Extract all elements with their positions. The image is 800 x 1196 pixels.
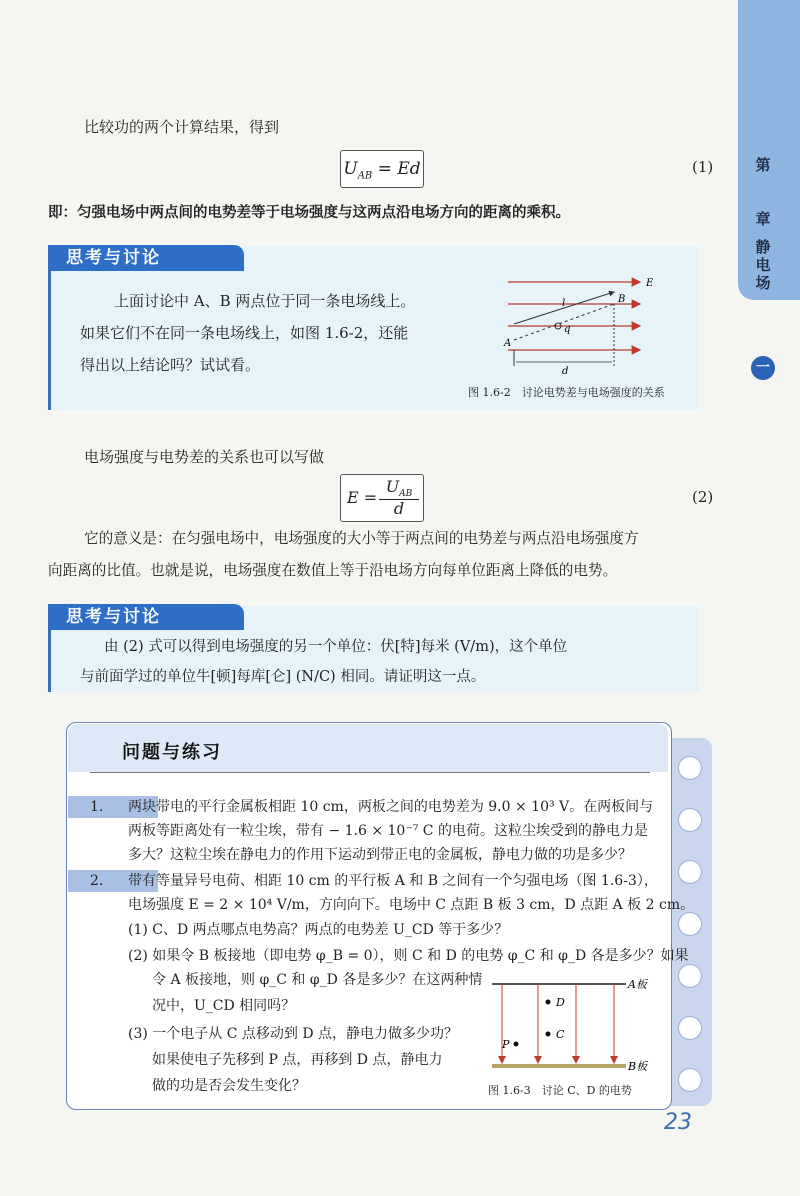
binder-ring	[678, 1068, 702, 1092]
label-d: D	[556, 996, 565, 1009]
problem-line: 两板等距离处有一粒尘埃，带有 − 1.6 × 10⁻⁷ C 的电荷。这粒尘埃受到的静电力是	[128, 823, 648, 839]
problems-title: 问题与练习	[122, 742, 222, 763]
discussion-line: 上面讨论中 A、B 两点位于同一条电场线上。	[114, 292, 416, 310]
binder-ring	[678, 756, 702, 780]
label-a-plate: A板	[628, 978, 647, 991]
discussion-line: 得出以上结论吗？试试看。	[80, 356, 261, 374]
paragraph-line: 向距离的比值。也就是说，电场强度在数值上等于沿电场方向每单位距离上降低的电势。	[48, 562, 618, 579]
point-p	[514, 1042, 519, 1047]
label-p: P	[502, 1038, 510, 1051]
point-d	[546, 1000, 551, 1005]
chapter-title-char: 场	[755, 274, 771, 292]
label-q: q	[564, 324, 571, 335]
page-number: 23	[664, 1110, 692, 1135]
discussion-line: 如果它们不在同一条电场线上，如图 1.6-2，还能	[80, 324, 409, 342]
discussion-line: 与前面学过的单位牛[顿]每库[仑] (N/C) 相同。请证明这一点。	[80, 669, 486, 685]
label-E: E	[646, 278, 654, 289]
problem-line: 多大？这粒尘埃在静电力的作用下运动到带正电的金属板，静电力做的功是多少？	[128, 847, 632, 863]
formula-number: (2)	[692, 488, 714, 506]
problem-number: 2.	[90, 873, 104, 889]
formula-number: (1)	[692, 158, 714, 176]
chapter-label-char: 章	[755, 210, 771, 228]
binder-ring	[678, 808, 702, 832]
discussion-title: 思考与讨论	[48, 604, 244, 630]
label-c: C	[556, 1028, 565, 1041]
problem-line: 带有等量异号电荷、相距 10 cm 的平行板 A 和 B 之间有一个匀强电场（图 1.6-3），	[128, 873, 658, 889]
problem-number: 1.	[90, 799, 104, 815]
chapter-side-tab	[738, 0, 800, 376]
problem-line: 令 A 板接地，则 φ_C 和 φ_D 各是多少？在这两种情	[152, 972, 483, 988]
problem-line: (3) 一个电子从 C 点移动到 D 点，静电力做多少功？	[128, 1026, 459, 1042]
problem-line: 做的功是否会发生变化？	[152, 1078, 306, 1094]
chapter-title-char: 电	[755, 256, 771, 274]
paragraph-line: 它的意义是：在匀强电场中，电场强度的大小等于两点间的电势差与两点沿电场强度方	[84, 530, 639, 547]
problem-line: (2) 如果令 B 板接地（即电势 φ_B = 0），则 C 和 D 的电势 φ_C 和 φ_D 各是多少？如果	[128, 948, 689, 964]
binder-strip	[668, 738, 712, 1106]
chapter-label-char: 第	[755, 156, 771, 174]
figure-caption: 图 1.6-3 讨论 C、D 的电势	[488, 1084, 632, 1097]
formula-uab-ed: $U_{AB} = Ed$	[340, 150, 424, 188]
figure-caption: 图 1.6-2 讨论电势差与电场强度的关系	[468, 386, 665, 399]
label-A: A	[504, 338, 512, 349]
chapter-number-badge: 一	[751, 356, 775, 380]
problem-line: 电场强度 E = 2 × 10⁴ V/m，方向向下。电场中 C 点距 B 板 3 cm，D 点距 A 板 2 cm。	[128, 897, 695, 913]
paragraph: 电场强度与电势差的关系也可以写做	[84, 448, 325, 466]
intro-paragraph: 比较功的两个计算结果，得到	[84, 118, 280, 136]
point-c	[546, 1032, 551, 1037]
discussion-title: 思考与讨论	[48, 245, 244, 271]
problem-line: (1) C、D 两点哪点电势高？两点的电势差 U_CD 等于多少？	[128, 922, 509, 938]
problem-line: 况中，U_CD 相同吗？	[152, 998, 296, 1014]
formula-e-uab-d: E = $U_{AB}$ d	[340, 474, 424, 522]
label-d: d	[562, 366, 569, 377]
label-b-plate: B板	[628, 1060, 648, 1073]
problem-line: 如果使电子先移到 P 点，再移到 D 点，静电力	[152, 1052, 443, 1068]
title-divider	[90, 772, 650, 773]
parallel-plates-figure	[488, 972, 658, 1076]
binder-ring	[678, 1016, 702, 1040]
discussion-line: 由 (2) 式可以得到电场强度的另一个单位：伏[特]每米 (V/m)，这个单位	[104, 639, 568, 655]
label-l: l	[562, 298, 566, 309]
problem-line: 两块带电的平行金属板相距 10 cm，两板之间的电势差为 9.0 × 10³ V。在两板间与	[128, 799, 654, 815]
key-statement: 即：匀强电场中两点间的电势差等于电场强度与这两点沿电场方向的距离的乘积。	[48, 205, 570, 221]
chapter-title-char: 静	[755, 238, 771, 256]
binder-ring	[678, 860, 702, 884]
label-B: B	[618, 294, 626, 305]
field-lines-figure	[500, 270, 660, 382]
